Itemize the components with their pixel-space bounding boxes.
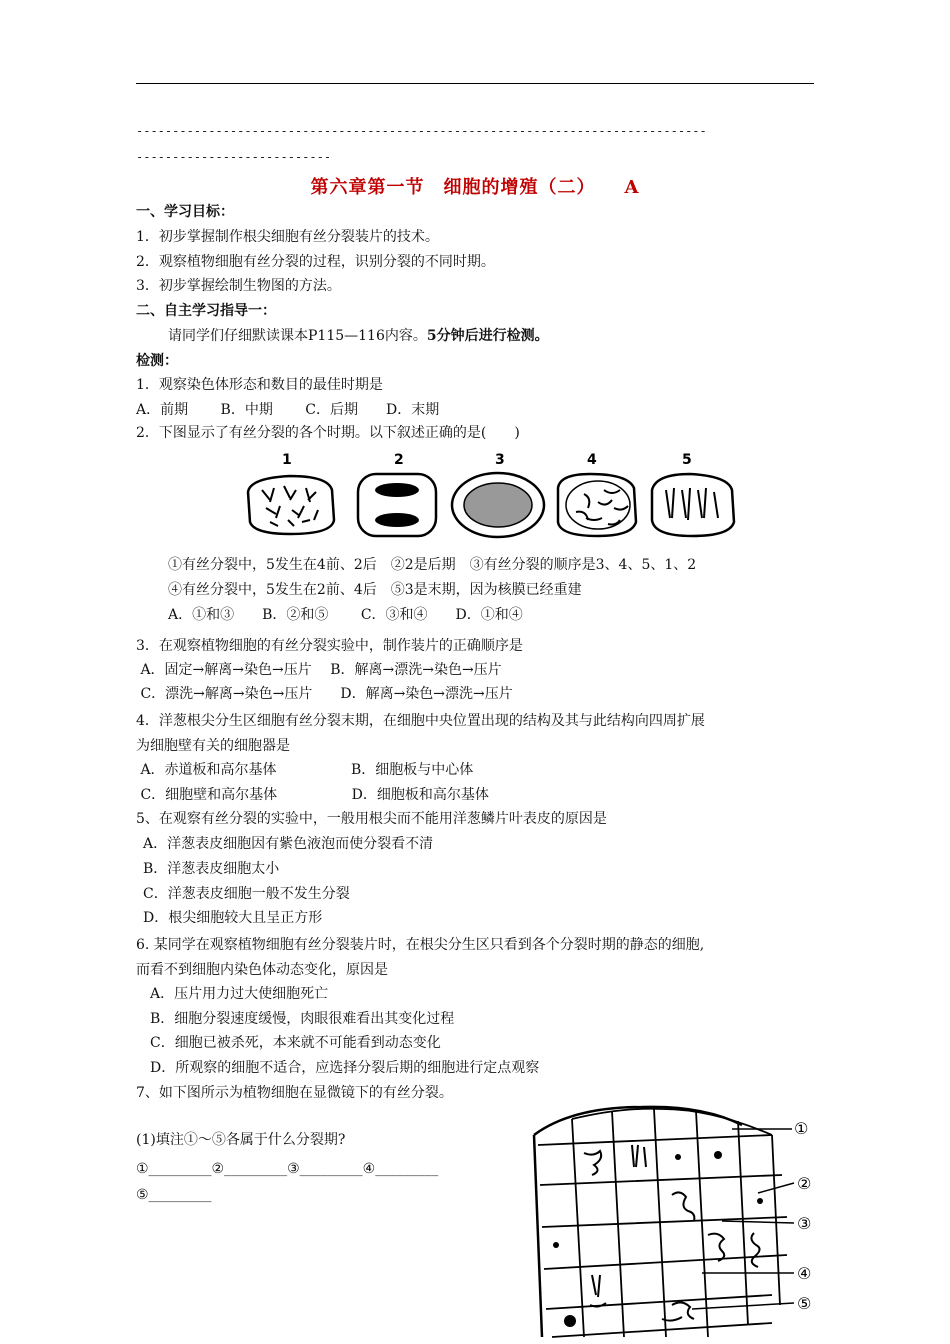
cell-2-upper-chromosomes: [375, 483, 419, 497]
q5-option-d: D．根尖细胞较大且呈正方形: [143, 910, 323, 926]
q6-option-b: B．细胞分裂速度缓慢，肉眼很难看出其变化过程: [150, 1011, 455, 1027]
q4-stem-1: 4．洋葱根尖分生区细胞有丝分裂末期，在细胞中央位置出现的结构及其与此结构向四周扩展: [136, 713, 705, 729]
q2-stem: 2．下图显示了有丝分裂的各个时期。以下叙述正确的是( ): [136, 425, 520, 441]
cell-5: [652, 474, 734, 536]
q5-option-c: C．洋葱表皮细胞一般不发生分裂: [143, 886, 350, 902]
q7-blanks-2: ⑤_________: [136, 1187, 212, 1203]
cell-1: [248, 476, 334, 534]
section1-heading: 一、学习目标：: [136, 204, 234, 220]
cell-4: [558, 474, 636, 536]
q1-options: A．前期 B．中期 C．后期 D．末期: [136, 402, 440, 418]
q2-statement-1: ①有丝分裂中，5发生在4前、2后 ②2是后期 ③有丝分裂的顺序是3、4、5、1、2: [168, 557, 697, 573]
q4-options-2: C．细胞壁和高尔基体 D．细胞板和高尔基体: [136, 787, 489, 803]
figure-label-2: 2: [394, 452, 404, 468]
microscope-figure: [532, 1105, 822, 1340]
mitosis-phases-figure: [240, 450, 750, 550]
q6-stem-2: 而看不到细胞内染色体动态变化，原因是: [136, 962, 388, 978]
goal-2: 2．观察植物细胞有丝分裂的过程，识别分裂的不同时期。: [136, 254, 495, 270]
test-heading: 检测：: [136, 353, 178, 369]
q6-option-d: D．所观察的细胞不适合，应选择分裂后期的细胞进行定点观察: [150, 1060, 540, 1076]
q1-stem: 1．观察染色体形态和数目的最佳时期是: [136, 377, 383, 393]
micro-label-4: ④: [797, 1264, 812, 1283]
guide-line: [168, 327, 549, 345]
cell-contents: [584, 1145, 760, 1321]
micro-label-5: ⑤: [797, 1294, 812, 1313]
cell-grid: [538, 1109, 787, 1337]
header-rule: [136, 83, 814, 84]
goal-3: 3．初步掌握绘制生物图的方法。: [136, 278, 341, 294]
dash-line-1: -------------------------------------------------------------------------------: [136, 124, 707, 138]
figure-label-3: 3: [495, 452, 505, 468]
q2-options: A．①和③ B．②和⑤ C．③和④ D．①和④: [168, 607, 523, 623]
guide-bold: 5分钟后进行检测。: [426, 328, 549, 344]
figure-label-4: 4: [587, 452, 597, 468]
cell-3-nucleus: [464, 483, 532, 527]
q2-statement-2: ④有丝分裂中，5发生在2前、4后 ⑤3是末期，因为核膜已经重建: [168, 582, 582, 598]
micro-label-1: ①: [794, 1119, 809, 1138]
goal-1: 1．初步掌握制作根尖细胞有丝分裂装片的技术。: [136, 229, 439, 245]
q7-stem: 7、如下图所示为植物细胞在显微镜下的有丝分裂。: [136, 1085, 453, 1101]
q7-blanks-1: ①_________②_________③_________④_________: [136, 1161, 439, 1177]
q6-option-c: C．细胞已被杀死，本来就不可能看到动态变化: [150, 1035, 441, 1051]
q4-stem-2: 为细胞壁有关的细胞器是: [136, 738, 290, 754]
figure-label-1: 1: [282, 452, 292, 468]
q5-option-a: A．洋葱表皮细胞因有紫色液泡而使分裂看不清: [143, 836, 434, 852]
q4-options-1: A．赤道板和高尔基体 B．细胞板与中心体: [136, 762, 474, 778]
micro-label-3: ③: [797, 1214, 812, 1233]
micro-label-2: ②: [797, 1174, 812, 1193]
dash-line-2: ---------------------------: [136, 150, 332, 164]
q3-options-2: C．漂洗→解离→染色→压片 D．解离→染色→漂洗→压片: [136, 686, 513, 702]
q6-stem-1: 6. 某同学在观察植物细胞有丝分裂装片时，在根尖分生区只看到各个分裂时期的静态的细胞,: [136, 937, 705, 953]
q7-sub: (1)填注①～⑤各属于什么分裂期?: [136, 1132, 346, 1148]
figure-label-5: 5: [682, 452, 692, 468]
q3-options-1: A．固定→解离→染色→压片 B．解离→漂洗→染色→压片: [136, 662, 502, 678]
guide-text: 请同学们仔细默读课本P115—116内容。: [168, 328, 427, 344]
cell-2-lower-chromosomes: [375, 513, 419, 527]
section2-heading: 二、自主学习指导一：: [136, 303, 276, 319]
cell-4-nucleus: [566, 481, 630, 529]
page-title: 第六章第一节 细胞的增殖（二） A: [310, 177, 640, 198]
q5-option-b: B．洋葱表皮细胞太小: [143, 861, 280, 877]
q3-stem: 3．在观察植物细胞的有丝分裂实验中，制作装片的正确顺序是: [136, 638, 523, 654]
q6-option-a: A．压片用力过大使细胞死亡: [150, 986, 329, 1002]
q5-stem: 5、在观察有丝分裂的实验中，一般用根尖而不能用洋葱鳞片叶表皮的原因是: [136, 811, 607, 827]
